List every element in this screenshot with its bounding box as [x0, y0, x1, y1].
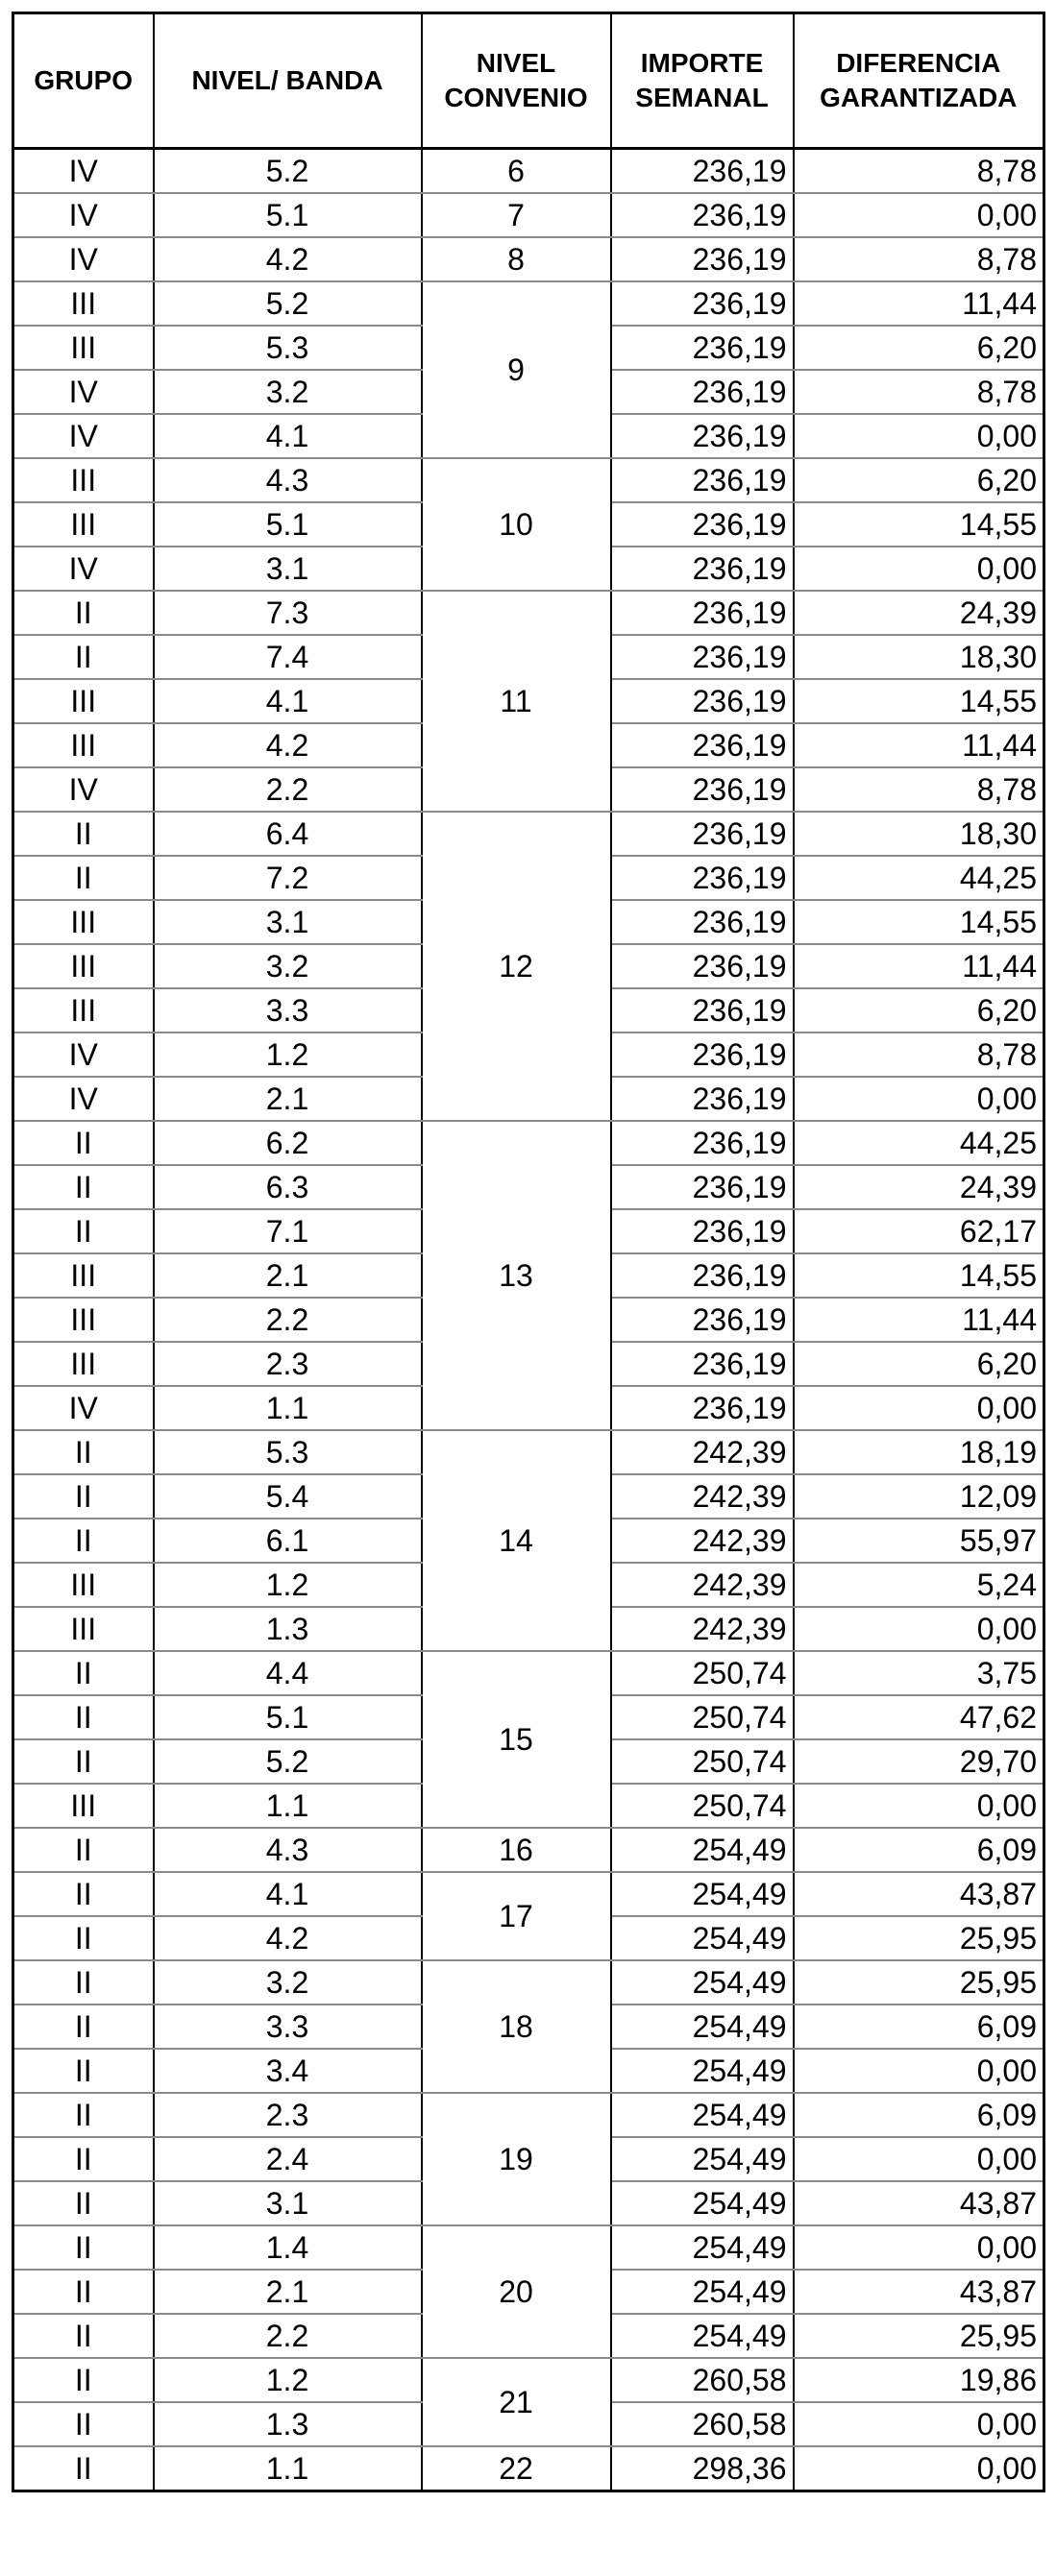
cell-diferencia-garantizada: 0,00: [794, 2137, 1044, 2181]
cell-diferencia-garantizada: 6,09: [794, 1828, 1044, 1872]
cell-importe-semanal: 242,39: [611, 1519, 794, 1563]
cell-grupo: II: [13, 1916, 154, 1960]
cell-grupo: IV: [13, 149, 154, 194]
cell-importe-semanal: 236,19: [611, 1298, 794, 1342]
cell-nivel-banda: 5.1: [154, 1695, 422, 1739]
cell-importe-semanal: 236,19: [611, 1165, 794, 1209]
cell-diferencia-garantizada: 0,00: [794, 1784, 1044, 1828]
cell-grupo: II: [13, 1430, 154, 1474]
cell-grupo: IV: [13, 1077, 154, 1121]
cell-diferencia-garantizada: 0,00: [794, 414, 1044, 458]
header-row: [13, 13, 1044, 149]
cell-nivel-banda: 1.1: [154, 1784, 422, 1828]
table-row: [13, 237, 1044, 281]
cell-diferencia-garantizada: 8,78: [794, 1033, 1044, 1077]
cell-nivel-banda: 1.1: [154, 1386, 422, 1430]
cell-grupo: II: [13, 2446, 154, 2491]
cell-nivel-banda: 2.1: [154, 2270, 422, 2314]
cell-importe-semanal: 254,49: [611, 2049, 794, 2093]
cell-diferencia-garantizada: 29,70: [794, 1739, 1044, 1784]
cell-importe-semanal: 254,49: [611, 2314, 794, 2358]
cell-diferencia-garantizada: 0,00: [794, 193, 1044, 237]
cell-importe-semanal: 236,19: [611, 988, 794, 1033]
cell-nivel-convenio: 22: [422, 2446, 611, 2491]
cell-diferencia-garantizada: 0,00: [794, 2402, 1044, 2446]
cell-nivel-convenio: 7: [422, 193, 611, 237]
cell-importe-semanal: 236,19: [611, 502, 794, 547]
cell-importe-semanal: 236,19: [611, 1253, 794, 1298]
header-diferencia-line2: GARANTIZADA: [820, 83, 1018, 112]
cell-nivel-banda: 2.2: [154, 767, 422, 812]
cell-grupo: II: [13, 1828, 154, 1872]
cell-grupo: III: [13, 502, 154, 547]
cell-diferencia-garantizada: 0,00: [794, 1386, 1044, 1430]
cell-importe-semanal: 254,49: [611, 1916, 794, 1960]
cell-nivel-banda: 6.2: [154, 1121, 422, 1165]
cell-grupo: II: [13, 1739, 154, 1784]
cell-importe-semanal: 250,74: [611, 1784, 794, 1828]
cell-importe-semanal: 236,19: [611, 326, 794, 370]
cell-nivel-banda: 2.3: [154, 2093, 422, 2137]
header-banda-label: NIVEL/ BANDA: [191, 65, 383, 95]
cell-nivel-banda: 4.1: [154, 679, 422, 723]
cell-diferencia-garantizada: 47,62: [794, 1695, 1044, 1739]
cell-importe-semanal: 242,39: [611, 1474, 794, 1519]
cell-diferencia-garantizada: 24,39: [794, 1165, 1044, 1209]
cell-nivel-banda: 1.3: [154, 1607, 422, 1651]
cell-diferencia-garantizada: 11,44: [794, 281, 1044, 326]
cell-grupo: IV: [13, 193, 154, 237]
salary-table: [12, 12, 1045, 2492]
cell-importe-semanal: 254,49: [611, 1960, 794, 2005]
table-row: [13, 1121, 1044, 1165]
cell-nivel-banda: 2.1: [154, 1077, 422, 1121]
cell-nivel-banda: 4.1: [154, 1872, 422, 1916]
cell-nivel-convenio: 21: [422, 2358, 611, 2446]
header-convenio-line2: CONVENIO: [444, 83, 588, 112]
cell-grupo: II: [13, 2005, 154, 2049]
cell-grupo: II: [13, 1960, 154, 2005]
cell-diferencia-garantizada: 12,09: [794, 1474, 1044, 1519]
cell-diferencia-garantizada: 6,09: [794, 2093, 1044, 2137]
cell-grupo: III: [13, 326, 154, 370]
table-body: [13, 149, 1044, 2491]
cell-diferencia-garantizada: 19,86: [794, 2358, 1044, 2402]
cell-nivel-convenio: 20: [422, 2225, 611, 2358]
cell-nivel-banda: 4.2: [154, 723, 422, 767]
table-row: [13, 1960, 1044, 2005]
cell-nivel-banda: 4.3: [154, 458, 422, 502]
cell-grupo: IV: [13, 767, 154, 812]
cell-grupo: III: [13, 1342, 154, 1386]
cell-nivel-convenio: 17: [422, 1872, 611, 1960]
cell-grupo: II: [13, 1209, 154, 1253]
cell-importe-semanal: 260,58: [611, 2358, 794, 2402]
cell-grupo: IV: [13, 547, 154, 591]
cell-nivel-convenio: 9: [422, 281, 611, 458]
header-importe-line1: IMPORTE: [640, 48, 764, 78]
cell-importe-semanal: 236,19: [611, 900, 794, 944]
cell-nivel-banda: 2.2: [154, 1298, 422, 1342]
cell-nivel-banda: 5.1: [154, 502, 422, 547]
cell-grupo: III: [13, 679, 154, 723]
cell-nivel-convenio: 10: [422, 458, 611, 591]
cell-diferencia-garantizada: 43,87: [794, 2181, 1044, 2225]
cell-nivel-convenio: 14: [422, 1430, 611, 1651]
cell-nivel-banda: 1.2: [154, 2358, 422, 2402]
header-banda: [154, 13, 422, 149]
cell-nivel-convenio: 15: [422, 1651, 611, 1828]
cell-diferencia-garantizada: 44,25: [794, 856, 1044, 900]
cell-diferencia-garantizada: 14,55: [794, 679, 1044, 723]
cell-nivel-banda: 1.1: [154, 2446, 422, 2491]
cell-grupo: II: [13, 2358, 154, 2402]
cell-grupo: II: [13, 1872, 154, 1916]
table-row: [13, 1430, 1044, 1474]
cell-importe-semanal: 236,19: [611, 547, 794, 591]
cell-grupo: III: [13, 988, 154, 1033]
cell-diferencia-garantizada: 11,44: [794, 944, 1044, 988]
cell-importe-semanal: 236,19: [611, 723, 794, 767]
cell-nivel-banda: 2.4: [154, 2137, 422, 2181]
header-importe: [611, 13, 794, 149]
cell-nivel-banda: 2.1: [154, 1253, 422, 1298]
cell-nivel-banda: 5.2: [154, 1739, 422, 1784]
cell-diferencia-garantizada: 6,09: [794, 2005, 1044, 2049]
cell-diferencia-garantizada: 14,55: [794, 502, 1044, 547]
cell-grupo: II: [13, 1121, 154, 1165]
cell-grupo: II: [13, 635, 154, 679]
cell-nivel-banda: 6.3: [154, 1165, 422, 1209]
cell-nivel-banda: 3.3: [154, 988, 422, 1033]
cell-nivel-banda: 5.1: [154, 193, 422, 237]
cell-importe-semanal: 254,49: [611, 1828, 794, 1872]
cell-importe-semanal: 254,49: [611, 2181, 794, 2225]
cell-importe-semanal: 236,19: [611, 370, 794, 414]
cell-importe-semanal: 236,19: [611, 281, 794, 326]
cell-importe-semanal: 254,49: [611, 2093, 794, 2137]
cell-importe-semanal: 242,39: [611, 1430, 794, 1474]
cell-diferencia-garantizada: 14,55: [794, 1253, 1044, 1298]
cell-nivel-convenio: 16: [422, 1828, 611, 1872]
cell-diferencia-garantizada: 11,44: [794, 723, 1044, 767]
cell-importe-semanal: 236,19: [611, 149, 794, 194]
cell-diferencia-garantizada: 6,20: [794, 988, 1044, 1033]
table-row: [13, 2446, 1044, 2491]
cell-grupo: II: [13, 1519, 154, 1563]
cell-nivel-banda: 5.2: [154, 281, 422, 326]
cell-diferencia-garantizada: 6,20: [794, 326, 1044, 370]
cell-importe-semanal: 254,49: [611, 2137, 794, 2181]
cell-diferencia-garantizada: 55,97: [794, 1519, 1044, 1563]
cell-diferencia-garantizada: 0,00: [794, 1077, 1044, 1121]
cell-diferencia-garantizada: 25,95: [794, 2314, 1044, 2358]
cell-nivel-banda: 6.4: [154, 812, 422, 856]
cell-grupo: III: [13, 458, 154, 502]
cell-diferencia-garantizada: 0,00: [794, 1607, 1044, 1651]
cell-grupo: IV: [13, 414, 154, 458]
cell-nivel-banda: 1.4: [154, 2225, 422, 2270]
cell-grupo: IV: [13, 1386, 154, 1430]
cell-grupo: III: [13, 900, 154, 944]
cell-nivel-banda: 3.3: [154, 2005, 422, 2049]
cell-grupo: II: [13, 1474, 154, 1519]
cell-importe-semanal: 250,74: [611, 1739, 794, 1784]
cell-importe-semanal: 236,19: [611, 193, 794, 237]
cell-nivel-banda: 6.1: [154, 1519, 422, 1563]
header-diferencia-line1: DIFERENCIA: [836, 48, 1001, 78]
cell-diferencia-garantizada: 0,00: [794, 2049, 1044, 2093]
cell-importe-semanal: 236,19: [611, 679, 794, 723]
cell-nivel-convenio: 19: [422, 2093, 611, 2225]
cell-importe-semanal: 236,19: [611, 1077, 794, 1121]
cell-diferencia-garantizada: 44,25: [794, 1121, 1044, 1165]
table-row: [13, 458, 1044, 502]
cell-importe-semanal: 236,19: [611, 414, 794, 458]
cell-importe-semanal: 298,36: [611, 2446, 794, 2491]
cell-grupo: II: [13, 1695, 154, 1739]
cell-diferencia-garantizada: 0,00: [794, 2225, 1044, 2270]
cell-diferencia-garantizada: 43,87: [794, 2270, 1044, 2314]
table-row: [13, 2093, 1044, 2137]
cell-grupo: II: [13, 2093, 154, 2137]
cell-grupo: II: [13, 2181, 154, 2225]
cell-diferencia-garantizada: 11,44: [794, 1298, 1044, 1342]
cell-importe-semanal: 236,19: [611, 812, 794, 856]
cell-importe-semanal: 236,19: [611, 1121, 794, 1165]
cell-nivel-convenio: 8: [422, 237, 611, 281]
cell-nivel-convenio: 13: [422, 1121, 611, 1430]
cell-grupo: II: [13, 1651, 154, 1695]
cell-importe-semanal: 236,19: [611, 1209, 794, 1253]
cell-nivel-banda: 4.2: [154, 237, 422, 281]
cell-nivel-banda: 5.4: [154, 1474, 422, 1519]
cell-nivel-banda: 3.2: [154, 370, 422, 414]
table-row: [13, 149, 1044, 194]
cell-diferencia-garantizada: 43,87: [794, 1872, 1044, 1916]
cell-grupo: II: [13, 2225, 154, 2270]
cell-nivel-banda: 3.4: [154, 2049, 422, 2093]
cell-nivel-banda: 5.3: [154, 326, 422, 370]
cell-nivel-banda: 4.2: [154, 1916, 422, 1960]
cell-diferencia-garantizada: 3,75: [794, 1651, 1044, 1695]
cell-nivel-banda: 7.2: [154, 856, 422, 900]
table-row: [13, 1872, 1044, 1916]
cell-nivel-banda: 3.1: [154, 900, 422, 944]
cell-nivel-banda: 2.2: [154, 2314, 422, 2358]
cell-importe-semanal: 242,39: [611, 1607, 794, 1651]
cell-importe-semanal: 254,49: [611, 2005, 794, 2049]
cell-grupo: III: [13, 944, 154, 988]
cell-grupo: III: [13, 281, 154, 326]
cell-diferencia-garantizada: 8,78: [794, 370, 1044, 414]
cell-importe-semanal: 236,19: [611, 856, 794, 900]
cell-grupo: III: [13, 723, 154, 767]
table-row: [13, 1828, 1044, 1872]
cell-grupo: II: [13, 591, 154, 635]
cell-nivel-banda: 7.4: [154, 635, 422, 679]
cell-diferencia-garantizada: 18,30: [794, 635, 1044, 679]
cell-importe-semanal: 236,19: [611, 1386, 794, 1430]
cell-diferencia-garantizada: 24,39: [794, 591, 1044, 635]
cell-nivel-banda: 3.2: [154, 944, 422, 988]
cell-diferencia-garantizada: 6,20: [794, 458, 1044, 502]
cell-nivel-banda: 3.1: [154, 547, 422, 591]
table-row: [13, 2358, 1044, 2402]
cell-importe-semanal: 236,19: [611, 1342, 794, 1386]
cell-diferencia-garantizada: 8,78: [794, 767, 1044, 812]
cell-grupo: II: [13, 1165, 154, 1209]
cell-importe-semanal: 254,49: [611, 2270, 794, 2314]
cell-diferencia-garantizada: 18,30: [794, 812, 1044, 856]
cell-nivel-banda: 4.1: [154, 414, 422, 458]
cell-diferencia-garantizada: 25,95: [794, 1916, 1044, 1960]
cell-grupo: III: [13, 1607, 154, 1651]
cell-diferencia-garantizada: 25,95: [794, 1960, 1044, 2005]
table-header: [13, 13, 1044, 149]
cell-diferencia-garantizada: 0,00: [976, 2451, 1037, 2486]
cell-importe-semanal: 260,58: [611, 2402, 794, 2446]
cell-grupo: II: [13, 2314, 154, 2358]
cell-importe-semanal: 254,49: [611, 2225, 794, 2270]
cell-diferencia-garantizada: 8,78: [794, 237, 1044, 281]
cell-importe-semanal: 236,19: [611, 944, 794, 988]
cell-nivel-banda: 1.3: [154, 2402, 422, 2446]
header-grupo: [13, 13, 154, 149]
header-importe-line2: SEMANAL: [635, 83, 769, 112]
cell-grupo: III: [13, 1298, 154, 1342]
cell-grupo: IV: [13, 237, 154, 281]
cell-nivel-banda: 7.3: [154, 591, 422, 635]
cell-nivel-banda: 1.2: [154, 1033, 422, 1077]
cell-grupo: II: [13, 2270, 154, 2314]
cell-diferencia-garantizada: 18,19: [794, 1430, 1044, 1474]
cell-grupo: IV: [13, 370, 154, 414]
cell-nivel-banda: 4.4: [154, 1651, 422, 1695]
cell-grupo: II: [13, 856, 154, 900]
cell-nivel-convenio: 12: [422, 812, 611, 1121]
cell-importe-semanal: 250,74: [611, 1651, 794, 1695]
cell-nivel-banda: 5.3: [154, 1430, 422, 1474]
cell-nivel-convenio: 6: [422, 149, 611, 194]
cell-grupo: IV: [13, 1033, 154, 1077]
cell-diferencia-garantizada: 5,24: [794, 1563, 1044, 1607]
cell-grupo: III: [13, 1253, 154, 1298]
cell-diferencia-garantizada: 8,78: [794, 149, 1044, 194]
table-row: [13, 591, 1044, 635]
cell-nivel-banda: 2.3: [154, 1342, 422, 1386]
table-row: [13, 281, 1044, 326]
cell-nivel-banda: 4.3: [154, 1828, 422, 1872]
header-diferencia: [794, 13, 1044, 149]
cell-diferencia-garantizada: 6,20: [794, 1342, 1044, 1386]
cell-grupo: II: [13, 2049, 154, 2093]
cell-grupo: II: [13, 2137, 154, 2181]
cell-importe-semanal: 236,19: [611, 237, 794, 281]
header-grupo-label: GRUPO: [34, 65, 134, 95]
cell-grupo: II: [13, 2402, 154, 2446]
cell-importe-semanal: 236,19: [611, 1033, 794, 1077]
cell-nivel-banda: 3.2: [154, 1960, 422, 2005]
table-row: [13, 2225, 1044, 2270]
cell-diferencia-garantizada: 62,17: [794, 1209, 1044, 1253]
header-convenio-line1: NIVEL: [476, 48, 556, 78]
cell-nivel-banda: 5.2: [154, 149, 422, 194]
table-row: [13, 1651, 1044, 1695]
cell-importe-semanal: 250,74: [611, 1695, 794, 1739]
cell-diferencia-garantizada: 0,00: [794, 547, 1044, 591]
cell-importe-semanal: 236,19: [611, 767, 794, 812]
cell-importe-semanal: 236,19: [611, 591, 794, 635]
cell-importe-semanal: 254,49: [611, 1872, 794, 1916]
cell-nivel-banda: 3.1: [154, 2181, 422, 2225]
cell-grupo: III: [13, 1784, 154, 1828]
cell-importe-semanal: 242,39: [611, 1563, 794, 1607]
cell-nivel-banda: 7.1: [154, 1209, 422, 1253]
table-row: [13, 193, 1044, 237]
cell-nivel-convenio: 18: [422, 1960, 611, 2093]
cell-nivel-convenio: 11: [422, 591, 611, 812]
cell-importe-semanal: 236,19: [611, 635, 794, 679]
cell-grupo: III: [13, 1563, 154, 1607]
header-convenio: [422, 13, 611, 149]
cell-grupo: II: [13, 812, 154, 856]
table-row: [13, 812, 1044, 856]
cell-nivel-banda: 1.2: [154, 1563, 422, 1607]
cell-importe-semanal: 236,19: [611, 458, 794, 502]
cell-diferencia-garantizada: 14,55: [794, 900, 1044, 944]
